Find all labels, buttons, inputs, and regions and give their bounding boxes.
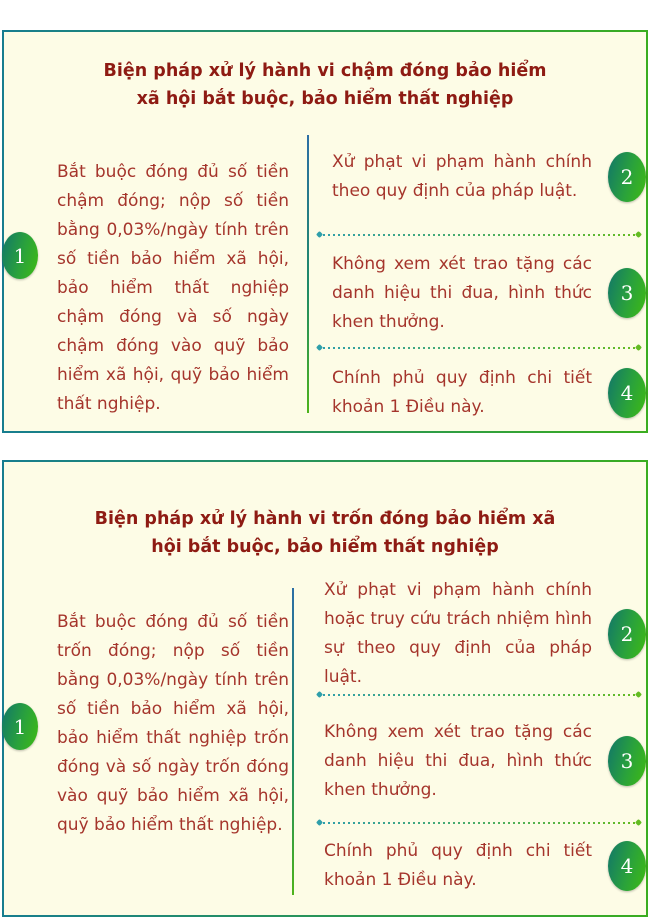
item-number-badge: 4 [608, 368, 646, 418]
panel-title-line: Biện pháp xử lý hành vi trốn đóng bảo hiểm xã [94, 509, 556, 529]
right-item-text: Không xem xét trao tặng các danh hiệu thi đua, hình thức khen thưởng. [324, 721, 592, 800]
right-item [324, 716, 646, 806]
vertical-divider [307, 135, 309, 413]
panel-title-line: Biện pháp xử lý hành vi chậm đóng bảo hiểm [103, 61, 547, 81]
dotted-divider [320, 345, 638, 350]
dotted-line [323, 822, 635, 824]
right-item-text: Chính phủ quy định chi tiết khoản 1 Điều này. [332, 368, 592, 417]
right-item [324, 580, 646, 687]
dotted-divider [320, 232, 638, 237]
item-number-badge: 3 [608, 736, 646, 786]
dotted-divider [320, 820, 638, 825]
panel-title [4, 505, 646, 561]
panel-title [4, 57, 646, 113]
left-item-text: Bắt buộc đóng đủ số tiền trốn đóng; nộp số tiền bằng 0,03%/ngày tính trên số tiền bảo hiểm xã hội, bảo hiểm thất nghiệp trốn đóng và số ngày trốn đóng vào quỹ bảo hiểm xã hội, quỹ bảo hiểm thất nghiệp. [57, 612, 289, 835]
item-number-badge: 2 [608, 152, 646, 202]
right-item-text: Không xem xét trao tặng các danh hiệu thi đua, hình thức khen thưởng. [332, 253, 592, 332]
item-number-badge: 1 [2, 232, 38, 279]
right-item [332, 248, 646, 338]
vertical-divider [292, 588, 294, 895]
item-number-badge: 1 [2, 703, 38, 750]
right-item [324, 834, 646, 898]
right-item-text: Chính phủ quy định chi tiết khoản 1 Điều này. [324, 841, 592, 890]
panel-late-payment [2, 30, 648, 433]
right-item-text: Xử phạt vi phạm hành chính hoặc truy cứu trách nhiệm hình sự theo quy định của pháp luật. [324, 580, 592, 687]
item-number-badge: 4 [608, 841, 646, 891]
item-number-badge: 3 [608, 268, 646, 318]
left-item-text: Bắt buộc đóng đủ số tiền chậm đóng; nộp số tiền bằng 0,03%/ngày tính trên số tiền bảo hiểm xã hội, bảo hiểm thất nghiệp chậm đóng và số ngày chậm đóng vào quỹ bảo hiểm xã hội, quỹ bảo hiểm thất nghiệp. [57, 162, 289, 414]
right-item [332, 362, 646, 424]
right-item [332, 132, 646, 222]
dotted-line [323, 694, 635, 696]
panel-title-line: xã hội bắt buộc, bảo hiểm thất nghiệp [136, 89, 514, 109]
panel-title-line: hội bắt buộc, bảo hiểm thất nghiệp [151, 537, 499, 557]
dotted-line [323, 347, 635, 349]
dotted-line [323, 234, 635, 236]
panel-evasion [2, 460, 648, 917]
right-item-text: Xử phạt vi phạm hành chính theo quy định của pháp luật. [332, 152, 592, 201]
dotted-divider [320, 692, 638, 697]
item-number-badge: 2 [608, 609, 646, 659]
